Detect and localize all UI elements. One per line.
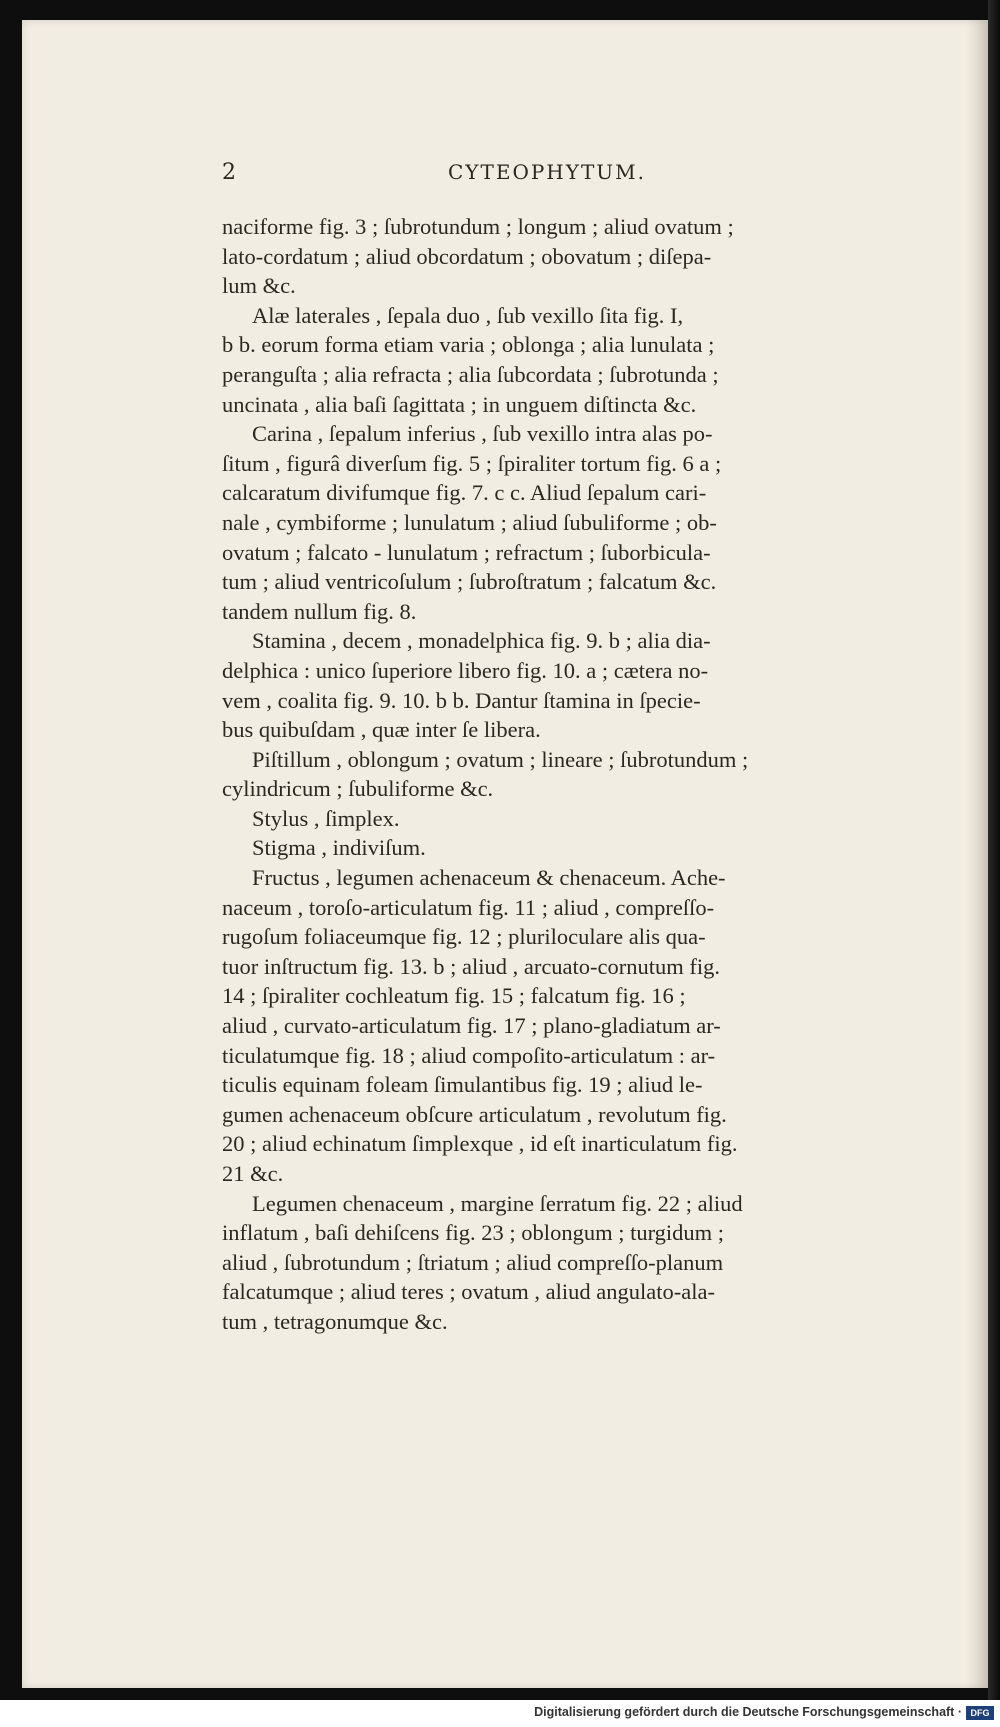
text-line: nale , cymbiforme ; lunulatum ; aliud ſubuliforme ; ob- bbox=[222, 509, 717, 535]
text-line: Stamina , decem , monadelphica fig. 9. b ; alia dia- bbox=[252, 628, 711, 654]
text-line: delphica : unico ſuperiore libero fig. 10. a ; cætera no- bbox=[222, 657, 709, 683]
book-edge bbox=[988, 0, 1000, 1700]
text-line: Carina , ſepalum inferius , ſub vexillo intra alas po- bbox=[252, 421, 713, 447]
text-line: 21 &c. bbox=[222, 1161, 284, 1186]
text-line: ticulatumque fig. 18 ; aliud compoſito-articulatum : ar- bbox=[222, 1042, 716, 1068]
text-line: naceum , toroſo-articulatum fig. 11 ; aliud , compreſſo- bbox=[222, 894, 715, 920]
text-line: 14 ; ſpiraliter cochleatum fig. 15 ; falcatum fig. 16 ; bbox=[222, 983, 686, 1009]
text-line: peranguſta ; alia refracta ; alia ſubcordata ; ſubrotunda ; bbox=[222, 361, 719, 387]
text-line: ſitum , figurâ diverſum fig. 5 ; ſpiraliter tortum fig. 6 a ; bbox=[222, 450, 722, 476]
running-head: CYTEOPHYTUM. bbox=[448, 160, 646, 184]
text-line: tum , tetragonumque &c. bbox=[222, 1308, 448, 1334]
text-line: gumen achenaceum obſcure articulatum , revolutum fig. bbox=[222, 1101, 727, 1127]
text-line: tandem nullum fig. 8. bbox=[222, 598, 417, 624]
text-line: Stigma , indiviſum. bbox=[252, 835, 426, 861]
text-line: inflatum , baſi dehiſcens fig. 23 ; oblongum ; turgidum ; bbox=[222, 1220, 725, 1246]
text-line: Piſtillum , oblongum ; ovatum ; lineare ; ſubrotundum ; bbox=[252, 746, 749, 772]
text-line: Legumen chenaceum , margine ſerratum fig. 22 ; aliud bbox=[252, 1190, 743, 1216]
text-line: b b. eorum forma etiam varia ; oblonga ; alia lunulata ; bbox=[222, 332, 715, 358]
text-line: lato-cordatum ; aliud obcordatum ; obovatum ; diſepa- bbox=[222, 243, 712, 269]
text-line: ticulis equinam foleam ſimulantibus fig. 19 ; aliud le- bbox=[222, 1072, 703, 1098]
text-line: cylindricum ; ſubuliforme &c. bbox=[222, 776, 494, 802]
text-line: ovatum ; falcato - lunulatum ; refractum ; ſuborbicula- bbox=[222, 539, 711, 565]
text-line: aliud , curvato-articulatum fig. 17 ; plano-gladiatum ar- bbox=[222, 1013, 721, 1039]
body-text bbox=[222, 212, 876, 1337]
text-line: lum &c. bbox=[222, 273, 296, 299]
text-line: uncinata , alia baſi ſagittata ; in unguem diſtincta &c. bbox=[222, 391, 697, 417]
page-gutter-shadow bbox=[966, 20, 988, 1688]
text-line: bus quibuſdam , quæ inter ſe libera. bbox=[222, 717, 541, 743]
text-line: Alæ laterales , ſepala duo , ſub vexillo ſita fig. I, bbox=[252, 302, 684, 328]
footer-bar bbox=[0, 1700, 1000, 1727]
page-number: 2 bbox=[222, 160, 236, 185]
funding-credit: Digitalisierung gefördert durch die Deutsche Forschungsgemeinschaft · bbox=[534, 1705, 962, 1719]
text-line: falcatumque ; aliud teres ; ovatum , aliud angulato-ala- bbox=[222, 1279, 715, 1305]
text-line: rugoſum foliaceumque fig. 12 ; pluriloculare alis qua- bbox=[222, 924, 706, 950]
text-line: aliud , ſubrotundum ; ſtriatum ; aliud compreſſo-planum bbox=[222, 1249, 724, 1275]
text-line: vem , coalita fig. 9. 10. b b. Dantur ſtamina in ſpecie- bbox=[222, 687, 701, 713]
text-line: naciforme fig. 3 ; ſubrotundum ; longum ; aliud ovatum ; bbox=[222, 214, 734, 239]
text-line: 20 ; aliud echinatum ſimplexque , id eſt inarticulatum fig. bbox=[222, 1131, 738, 1157]
text-line: tum ; aliud ventricoſulum ; ſubroſtratum ; falcatum &c. bbox=[222, 569, 717, 595]
text-line: Stylus , ſimplex. bbox=[252, 805, 400, 831]
text-line: tuor inſtructum fig. 13. b ; aliud , arcuato-cornutum fig. bbox=[222, 953, 721, 979]
text-line: calcaratum divifumque fig. 7. c c. Aliud ſepalum cari- bbox=[222, 480, 707, 506]
dfg-logo: DFG bbox=[966, 1706, 994, 1720]
text-line: Fructus , legumen achenaceum & chenaceum. Ache- bbox=[252, 865, 726, 891]
